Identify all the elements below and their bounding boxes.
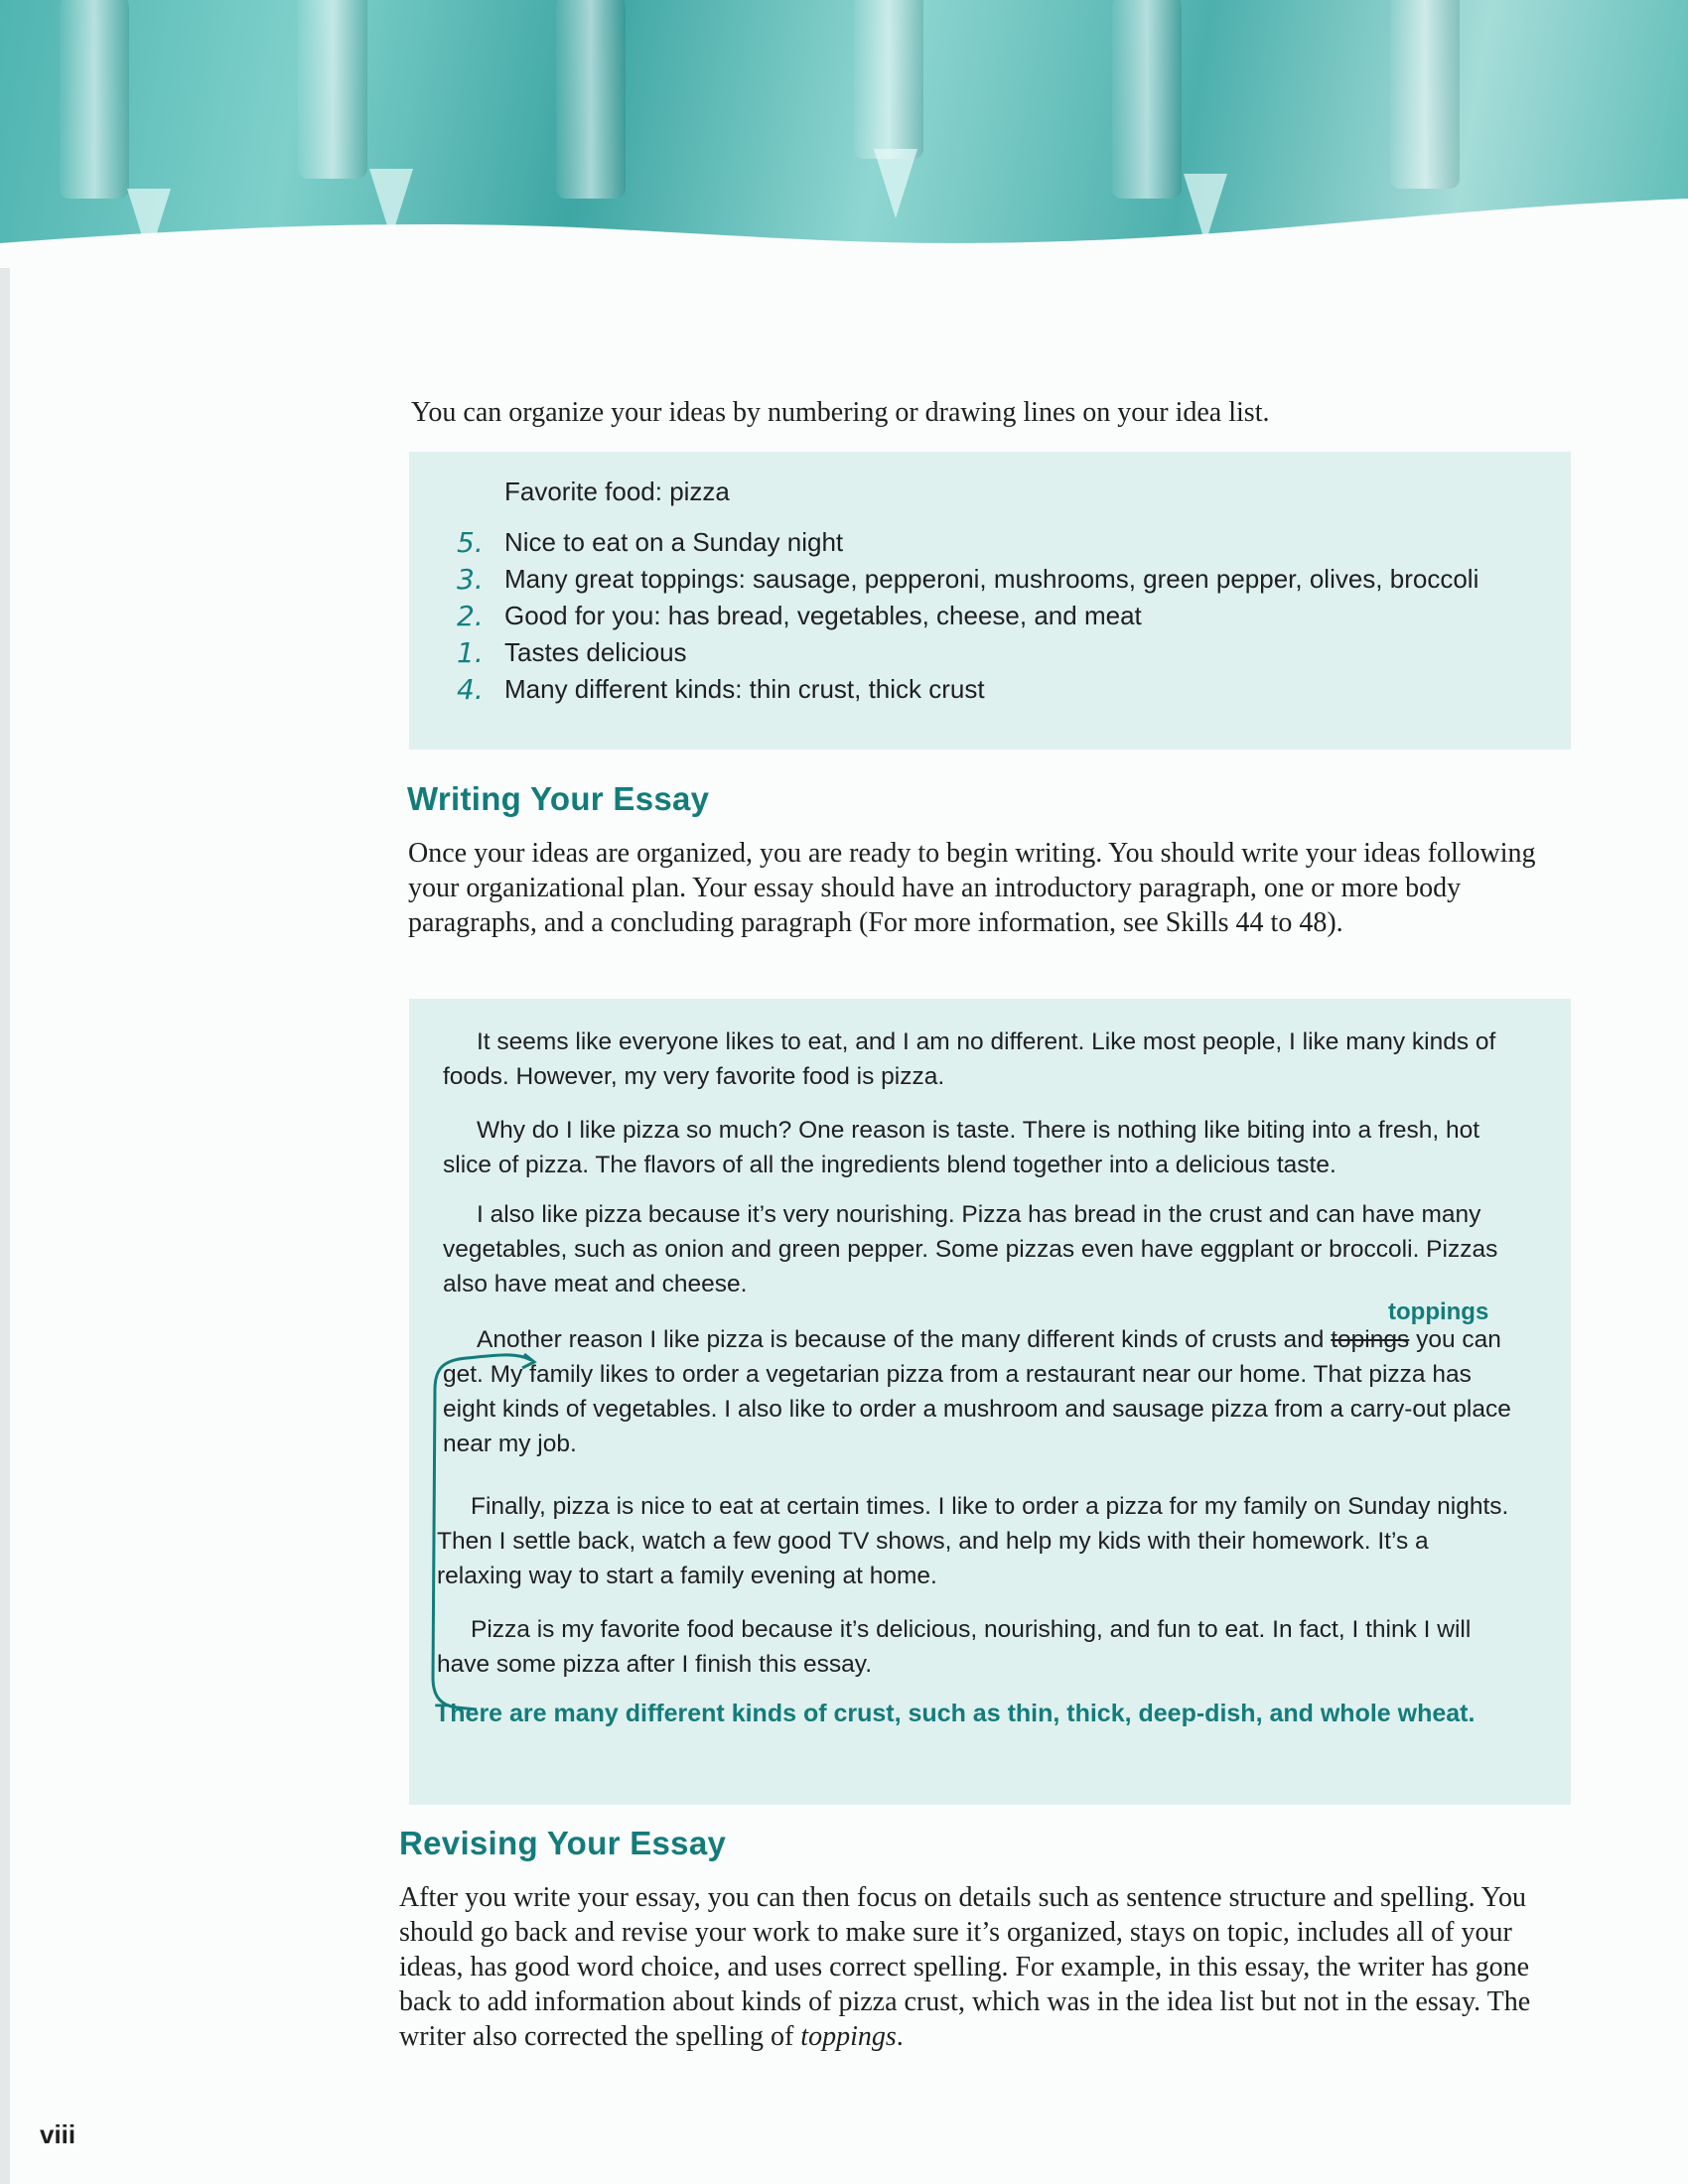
writing-heading: Writing Your Essay	[407, 780, 710, 817]
list-item	[457, 561, 1478, 598]
spelling-correction: toppings	[1388, 1298, 1489, 1325]
header-banner	[0, 0, 1688, 268]
idea-list-title: Favorite food: pizza	[504, 477, 730, 506]
revising-heading: Revising Your Essay	[399, 1825, 727, 1861]
item-text: Good for you: has bread, vegetables, cheese, and meat	[504, 601, 1142, 630]
item-number: 5.	[457, 526, 484, 559]
list-item	[457, 524, 1478, 561]
writing-body: Once your ideas are organized, you are ready to begin writing. You should write your ideas following your organizational plan. Your essay should have an introductory paragraph, one or more body paragraphs, and a concluding paragraph (For more information, see Skills 44 to 48).	[408, 838, 1536, 938]
item-number: 1.	[457, 636, 484, 669]
intro-text: You can organize your ideas by numbering or drawing lines on your idea list.	[411, 397, 1270, 428]
list-item	[457, 598, 1478, 634]
item-text: Tastes delicious	[504, 637, 687, 667]
item-number: 3.	[457, 563, 484, 596]
item-text: Many different kinds: thin crust, thick crust	[504, 674, 985, 704]
insertion-bracket	[417, 1350, 546, 1717]
item-number: 4.	[457, 673, 484, 706]
page-number: viii	[40, 2119, 76, 2149]
revising-body: After you write your essay, you can then focus on details such as sentence structure and spelling. You should go back and revise your work to make sure it’s organized, stays on topic, includes all of your ideas, has good word choice, and uses correct spelling. For example, in this essay, the writer has gone back to add information about kinds of pizza crust, which was in the idea list but not in the essay. The writer also corrected the spelling of toppings.	[399, 1882, 1531, 2052]
list-item	[457, 634, 1478, 671]
essay-paragraph: Why do I like pizza so much? One reason is taste. There is nothing like biting into a fresh, hot slice of pizza. The flavors of all the ingredients blend together into a delicious taste.	[443, 1117, 1480, 1178]
page-edge	[0, 0, 10, 2184]
idea-list	[457, 524, 1478, 708]
essay-paragraph: Pizza is my favorite food because it’s delicious, nourishing, and fun to eat. In fact, I think I will have some pizza after I finish this essay.	[437, 1616, 1472, 1678]
essay-paragraph: It seems like everyone likes to eat, and I am no different. Like most people, I like many kinds of foods. However, my very favorite food is pizza.	[443, 1028, 1496, 1090]
misspelled-word: topings	[1331, 1326, 1410, 1353]
essay-paragraph: I also like pizza because it’s very nourishing. Pizza has bread in the crust and can have many vegetables, such as onion and green pepper. Some pizzas even have eggplant or broccoli. Pizzas also have meat and cheese.	[443, 1201, 1498, 1297]
item-number: 2.	[457, 600, 484, 632]
list-item	[457, 671, 1478, 708]
inserted-sentence: There are many different kinds of crust, such as thin, thick, deep-dish, and whole wheat.	[435, 1700, 1476, 1727]
item-text: Nice to eat on a Sunday night	[504, 527, 844, 557]
essay-paragraph: Another reason I like pizza is because of the many different kinds of crusts and topings you can get. My family likes to order a vegetarian pizza from a restaurant near our home. That pizza has eight kinds of vegetables. I also like to order a mushroom and sausage pizza from a carry-out place near my job.	[443, 1326, 1511, 1457]
essay-paragraph: Finally, pizza is nice to eat at certain times. I like to order a pizza for my family on Sunday nights. Then I settle back, watch a few good TV shows, and help my kids with their homework. It’s a relaxing way to start a family evening at home.	[437, 1493, 1509, 1589]
item-text: Many great toppings: sausage, pepperoni, mushrooms, green pepper, olives, broccoli	[504, 564, 1479, 594]
